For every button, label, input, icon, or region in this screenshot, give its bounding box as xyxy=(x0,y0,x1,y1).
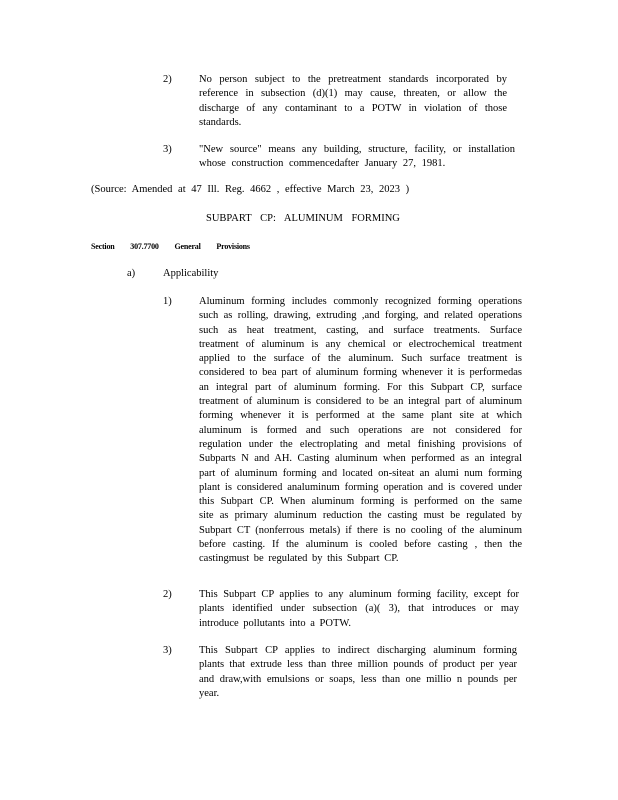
item-text: Aluminum forming includes commonly recognized forming operations such as rolling, drawing, extruding ,and forging, and related operations such as heat treatment, casting, and surface treatments. Surface treatment of aluminum is any chemical or electrochemical treatment applied to the surface of the aluminum. Such surface treatment is considered to bea part of aluminum forming whenever it is performedas an integral part of aluminum forming. For this Subpart CP, surface treatment of aluminum is considered to be an integral part of aluminum forming whenever it is performed at the same plant site at which aluminum is formed and such operations are not considered for regulation under the electroplating and metal finishing provisions of Subparts N and AH. Casting aluminum when performed as an integral part of aluminum forming and located on-siteat an alumi num forming plant is considered analuminum forming operation and is covered under this Subpart CP. When aluminum forming is performed on the same site as primary aluminum reduction the casting must be regulated by Subpart CT (nonferrous metals) if there is no cooling of the aluminum before casting. If the aluminum is cooled before casting , then the castingmust be regulated by this Subpart CP. xyxy=(199,296,522,565)
item-text: No person subject to the pretreatment standards incorporated by reference in subsection (d)(1) may cause, threaten, or allow the discharge of any contaminant to a POTW in violation of those standards. xyxy=(199,74,507,128)
item-number: 3) xyxy=(163,144,172,155)
item-text: This Subpart CP applies to indirect discharging aluminum forming plants that extrude less than three million pounds of product per year and draw,with emulsions or soaps, less than one millio n pounds per year. xyxy=(199,645,517,699)
section-heading: Section 307.7700 General Provisions xyxy=(91,242,250,251)
item-number: 2) xyxy=(163,589,172,600)
subsection-label: a) xyxy=(127,268,136,279)
item-number: 2) xyxy=(163,74,172,85)
item-number: 3) xyxy=(163,645,172,656)
item-number: 1) xyxy=(163,296,172,307)
item-text: "New source" means any building, structure, facility, or installation whose construction commencedafter January 27, 1981. xyxy=(199,144,515,170)
subsection-title: Applicability xyxy=(163,268,219,279)
subpart-heading: SUBPART CP: ALUMINUM FORMING xyxy=(206,213,400,224)
item-text: This Subpart CP applies to any aluminum forming facility, except for plants identified under subsection (a)( 3), that introduces or may introduce pollutants into a POTW. xyxy=(199,589,519,629)
source-note: (Source: Amended at 47 Ill. Reg. 4662 , effective March 23, 2023 ) xyxy=(91,184,410,195)
